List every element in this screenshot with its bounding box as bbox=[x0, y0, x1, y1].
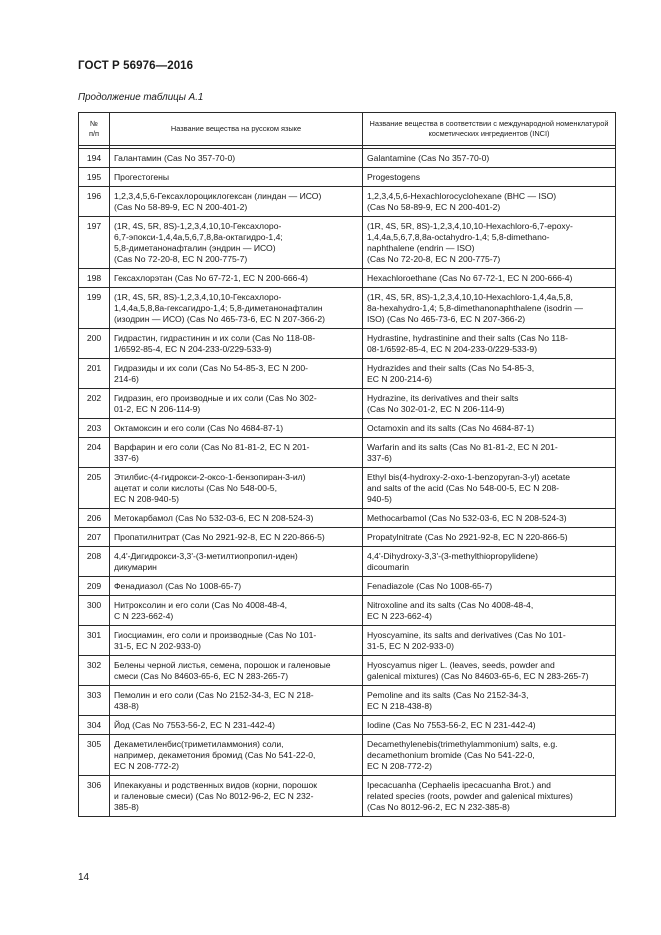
table-row bbox=[79, 686, 616, 716]
table-row bbox=[79, 776, 616, 817]
inci-name-cell: Propatylnitrate (Cas No 2921-92-8, EC N 220-866-5) bbox=[363, 528, 616, 547]
table-header-row bbox=[79, 113, 616, 146]
inci-name-cell: Hexachloroethane (Cas No 67-72-1, EC N 200-666-4) bbox=[363, 269, 616, 288]
inci-name-cell: Methocarbamol (Cas No 532-03-6, EC N 208-524-3) bbox=[363, 509, 616, 528]
table-row bbox=[79, 149, 616, 168]
row-number: 201 bbox=[79, 359, 110, 389]
table-row bbox=[79, 547, 616, 577]
russian-name-cell: Варфарин и его соли (Cas No 81-81-2, EC N 201- 337-6) bbox=[110, 438, 363, 468]
inci-name-cell: Hyoscyamus niger L. (leaves, seeds, powder and galenical mixtures) (Cas No 84603-65-6, EC N 283-265-7) bbox=[363, 656, 616, 686]
table-row bbox=[79, 168, 616, 187]
inci-name-cell: Fenadiazole (Cas No 1008-65-7) bbox=[363, 577, 616, 596]
inci-name-cell: Hyoscyamine, its salts and derivatives (Cas No 101- 31-5, EC N 202-933-0) bbox=[363, 626, 616, 656]
table-row bbox=[79, 528, 616, 547]
table-row bbox=[79, 187, 616, 217]
inci-name-cell: 4,4'-Dihydroxy-3,3'-(3-methylthiopropylidene) dicoumarin bbox=[363, 547, 616, 577]
table-row bbox=[79, 269, 616, 288]
row-number: 194 bbox=[79, 149, 110, 168]
page-number: 14 bbox=[78, 872, 90, 883]
inci-name-cell: (1R, 4S, 5R, 8S)-1,2,3,4,10,10-Hexachloro-1,4,4a,5,8, 8a-hexahydro-1,4; 5,8-dimethanonaphthalene (isodrin — ISO) (Cas No 465-73-6, EC N 207-366-2) bbox=[363, 288, 616, 329]
russian-name-cell: Этилбис-(4-гидрокси-2-оксо-1-бензопиран-3-ил) ацетат и соли кислоты (Cas No 548-00-5, EC N 208-940-5) bbox=[110, 468, 363, 509]
inci-name-cell: Hydrastine, hydrastinine and their salts (Cas No 118- 08-1/6592-85-4, EC N 204-233-0/229-533-9) bbox=[363, 329, 616, 359]
table-row bbox=[79, 577, 616, 596]
russian-name-cell: 1,2,3,4,5,6-Гексахлороциклогексан (линдан — ИСО) (Cas No 58-89-9, EC N 200-401-2) bbox=[110, 187, 363, 217]
inci-name-cell: Nitroxoline and its salts (Cas No 4008-48-4, EC N 223-662-4) bbox=[363, 596, 616, 626]
table-row bbox=[79, 596, 616, 626]
row-number: 202 bbox=[79, 389, 110, 419]
col-header-russian-name: Название вещества на русском языке bbox=[110, 113, 363, 146]
inci-name-cell: Hydrazides and their salts (Cas No 54-85-3, EC N 200-214-6) bbox=[363, 359, 616, 389]
row-number: 204 bbox=[79, 438, 110, 468]
russian-name-cell: Гиосциамин, его соли и производные (Cas No 101- 31-5, EC N 202-933-0) bbox=[110, 626, 363, 656]
table-row bbox=[79, 716, 616, 735]
russian-name-cell: Пропатилнитрат (Cas No 2921-92-8, EC N 220-866-5) bbox=[110, 528, 363, 547]
inci-name-cell: Ethyl bis(4-hydroxy-2-oxo-1-benzopyran-3-yl) acetate and salts of the acid (Cas No 548-00-5, EC N 208- 940-5) bbox=[363, 468, 616, 509]
table-row bbox=[79, 468, 616, 509]
row-number: 303 bbox=[79, 686, 110, 716]
russian-name-cell: Декаметиленбис(триметиламмония) соли, например, декаметония бромид (Cas No 541-22-0, EC N 208-772-2) bbox=[110, 735, 363, 776]
russian-name-cell: Йод (Cas No 7553-56-2, EC N 231-442-4) bbox=[110, 716, 363, 735]
russian-name-cell: Гексахлорэтан (Cas No 67-72-1, EC N 200-666-4) bbox=[110, 269, 363, 288]
russian-name-cell: Галантамин (Cas No 357-70-0) bbox=[110, 149, 363, 168]
table-row bbox=[79, 438, 616, 468]
inci-name-cell: (1R, 4S, 5R, 8S)-1,2,3,4,10,10-Hexachloro-6,7-epoxy- 1,4,4a,5,6,7,8,8a-octahydro-1,4; 5,8-dimethano- naphthalene (endrin — ISO) (Cas No 72-20-8, EC N 200-775-7) bbox=[363, 217, 616, 269]
inci-name-cell: Hydrazine, its derivatives and their salts (Cas No 302-01-2, EC N 206-114-9) bbox=[363, 389, 616, 419]
inci-name-cell: 1,2,3,4,5,6-Hexachlorocyclohexane (BHC — ISO) (Cas No 58-89-9, EC N 200-401-2) bbox=[363, 187, 616, 217]
table-row bbox=[79, 419, 616, 438]
russian-name-cell: Пемолин и его соли (Cas No 2152-34-3, EC N 218- 438-8) bbox=[110, 686, 363, 716]
row-number: 302 bbox=[79, 656, 110, 686]
row-number: 206 bbox=[79, 509, 110, 528]
table-row bbox=[79, 217, 616, 269]
row-number: 205 bbox=[79, 468, 110, 509]
row-number: 203 bbox=[79, 419, 110, 438]
inci-name-cell: Decamethylenebis(trimethylammonium) salts, e.g. decamethonium bromide (Cas No 541-22-0, EC N 208-772-2) bbox=[363, 735, 616, 776]
row-number: 196 bbox=[79, 187, 110, 217]
row-number: 199 bbox=[79, 288, 110, 329]
substances-table bbox=[78, 112, 616, 817]
russian-name-cell: Ипекакуаны и родственных видов (корни, порошок и галеновые смеси) (Cas No 8012-96-2, EC N 232- 385-8) bbox=[110, 776, 363, 817]
table-row bbox=[79, 359, 616, 389]
inci-name-cell: Iodine (Cas No 7553-56-2, EC N 231-442-4) bbox=[363, 716, 616, 735]
row-number: 198 bbox=[79, 269, 110, 288]
col-header-inci-name: Название вещества в соответствии с международной номенклатурой косметических ингредиентов (INCI) bbox=[363, 113, 616, 146]
row-number: 304 bbox=[79, 716, 110, 735]
row-number: 305 bbox=[79, 735, 110, 776]
inci-name-cell: Progestogens bbox=[363, 168, 616, 187]
inci-name-cell: Pemoline and its salts (Cas No 2152-34-3, EC N 218-438-8) bbox=[363, 686, 616, 716]
russian-name-cell: (1R, 4S, 5R, 8S)-1,2,3,4,10,10-Гексахлоро- 6,7-эпокси-1,4,4a,5,6,7,8,8a-октагидро-1,4; 5,8-диметанонафталин (эндрин — ИСО) (Cas No 72-20-8, EC N 200-775-7) bbox=[110, 217, 363, 269]
row-number: 208 bbox=[79, 547, 110, 577]
standard-designation: ГОСТ Р 56976—2016 bbox=[78, 60, 194, 72]
col-header-number: № п/п bbox=[79, 113, 110, 146]
inci-name-cell: Ipecacuanha (Cephaelis ipecacuanha Brot.) and related species (roots, powder and galenical mixtures) (Cas No 8012-96-2, EC N 232-385-8) bbox=[363, 776, 616, 817]
russian-name-cell: Прогестогены bbox=[110, 168, 363, 187]
row-number: 306 bbox=[79, 776, 110, 817]
russian-name-cell: Гидрастин, гидрастинин и их соли (Cas No 118-08- 1/6592-85-4, EC N 204-233-0/229-533-9) bbox=[110, 329, 363, 359]
inci-name-cell: Octamoxin and its salts (Cas No 4684-87-1) bbox=[363, 419, 616, 438]
table-row bbox=[79, 735, 616, 776]
table-row bbox=[79, 656, 616, 686]
row-number: 301 bbox=[79, 626, 110, 656]
table-row bbox=[79, 288, 616, 329]
row-number: 209 bbox=[79, 577, 110, 596]
inci-name-cell: Galantamine (Cas No 357-70-0) bbox=[363, 149, 616, 168]
inci-name-cell: Warfarin and its salts (Cas No 81-81-2, EC N 201- 337-6) bbox=[363, 438, 616, 468]
russian-name-cell: Октамоксин и его соли (Cas No 4684-87-1) bbox=[110, 419, 363, 438]
table-row bbox=[79, 626, 616, 656]
russian-name-cell: Белены черной листья, семена, порошок и галеновые смеси (Cas No 84603-65-6, EC N 283-265-7) bbox=[110, 656, 363, 686]
table-row bbox=[79, 329, 616, 359]
russian-name-cell: Фенадиазол (Cas No 1008-65-7) bbox=[110, 577, 363, 596]
russian-name-cell: Гидразин, его производные и их соли (Cas No 302- 01-2, EC N 206-114-9) bbox=[110, 389, 363, 419]
russian-name-cell: Метокарбамол (Cas No 532-03-6, EC N 208-524-3) bbox=[110, 509, 363, 528]
russian-name-cell: 4,4'-Дигидрокси-3,3'-(3-метилтиопропил-иден) дикумарин bbox=[110, 547, 363, 577]
russian-name-cell: (1R, 4S, 5R, 8S)-1,2,3,4,10,10-Гексахлоро- 1,4,4a,5,8,8a-гексагидро-1,4; 5,8-диметанонафталин (изодрин — ИСО) (Cas No 465-73-6, EC N 207-366-2) bbox=[110, 288, 363, 329]
table-row bbox=[79, 389, 616, 419]
table-row bbox=[79, 509, 616, 528]
row-number: 195 bbox=[79, 168, 110, 187]
row-number: 300 bbox=[79, 596, 110, 626]
row-number: 197 bbox=[79, 217, 110, 269]
row-number: 207 bbox=[79, 528, 110, 547]
row-number: 200 bbox=[79, 329, 110, 359]
russian-name-cell: Нитроксолин и его соли (Cas No 4008-48-4, C N 223-662-4) bbox=[110, 596, 363, 626]
russian-name-cell: Гидразиды и их соли (Cas No 54-85-3, EC N 200- 214-6) bbox=[110, 359, 363, 389]
table-continuation-caption: Продолжение таблицы А.1 bbox=[78, 92, 204, 103]
